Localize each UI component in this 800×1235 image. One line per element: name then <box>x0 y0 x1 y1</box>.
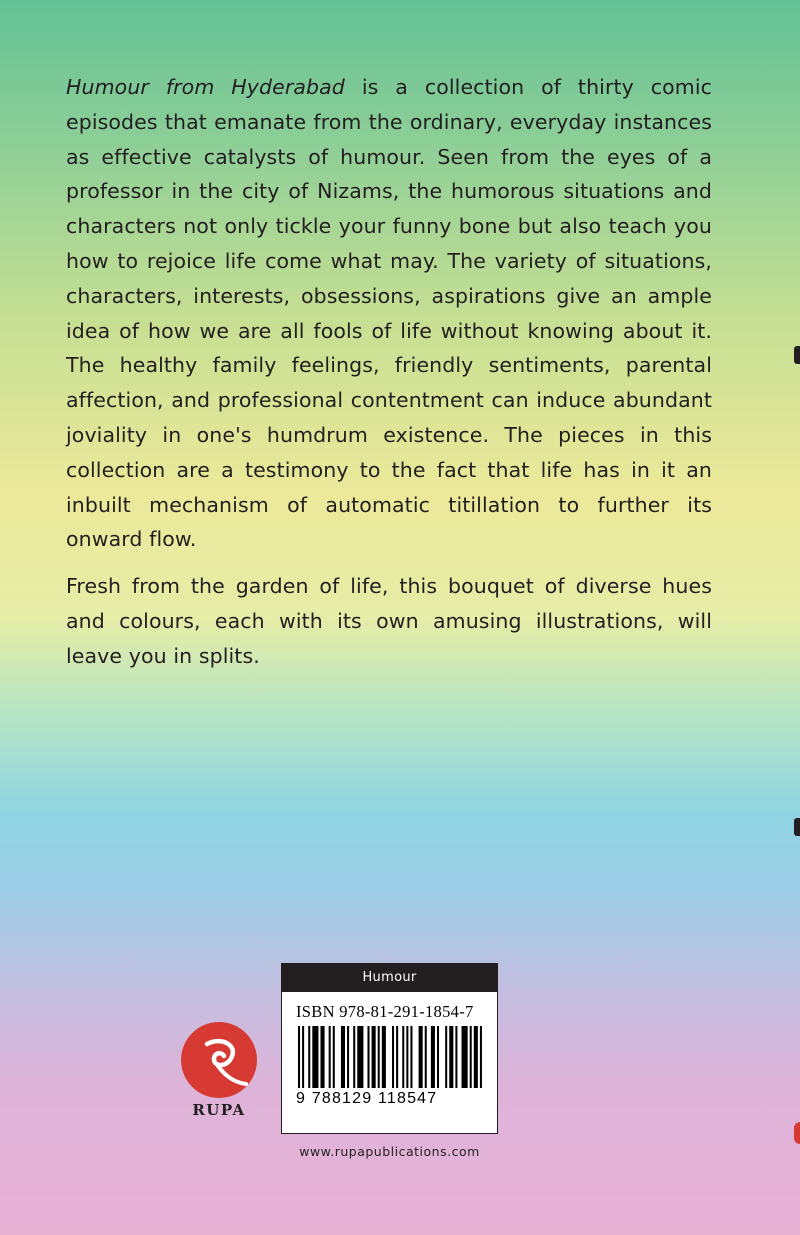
publisher-website: www.rupapublications.com <box>299 1144 480 1159</box>
publisher-logo-text: RUPA <box>192 1101 246 1119</box>
edge-mark <box>794 1122 800 1144</box>
edge-mark <box>794 818 800 836</box>
barcode-block <box>281 963 498 1134</box>
barcode-bars <box>298 1026 484 1088</box>
back-cover-blurb <box>66 70 712 686</box>
book-title: Humour from Hyderabad <box>66 75 345 99</box>
isbn-label: ISBN 978-81-291-1854-7 <box>296 1002 474 1021</box>
blurb-paragraph-1 <box>66 70 712 557</box>
barcode-digits: 9 788129 118547 <box>296 1090 438 1107</box>
category-label: Humour <box>282 964 497 992</box>
blurb-paragraph-2: Fresh from the garden of life, this bouquet of diverse hues and colours, each with its own amusing illustrations, will leave you in splits. <box>66 574 712 668</box>
edge-mark <box>794 346 800 364</box>
rupa-logo-icon <box>180 1020 258 1100</box>
blurb-paragraph-1-text: is a collection of thirty comic episodes that emanate from the ordinary, everyday instances as effective catalysts of humour. Seen from the eyes of a professor in the city of Nizams, the humorous situations and characters not only tickle your funny bone but also teach you how to rejoice life come what may. The variety of situations, characters, interests, obsessions, aspirations give an ample idea of how we are all fools of life without knowing about it. The healthy family feelings, friendly sentiments, parental affection, and professional contentment can induce abundant joviality in one's humdrum existence. The pieces in this collection are a testimony to the fact that life has in it an inbuilt mechanism of automatic titillation to further its onward flow. <box>66 75 712 552</box>
